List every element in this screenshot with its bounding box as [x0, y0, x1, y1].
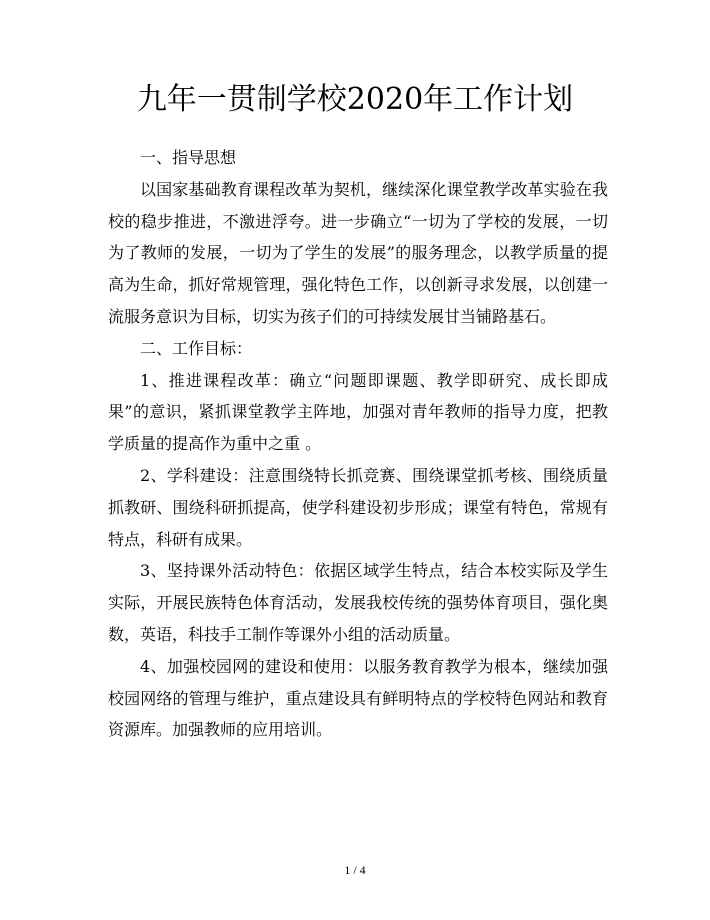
document-body [108, 142, 608, 746]
page-number: 1 / 4 [344, 863, 366, 877]
paragraph-goal-subject-construction: 2、学科建设：注意围绕特长抓竞赛、围绕课堂抓考核、围绕质量抓教研、围绕科研抓提高，使学科建设初步形成；课堂有特色，常规有特点，科研有成果。 [108, 465, 608, 549]
paragraph-goal-campus-network: 4、加强校园网的建设和使用：以服务教育教学为根本，继续加强校园网络的管理与维护，重点建设具有鲜明特点的学校特色网站和教育资源库。加强教师的应用培训。 [108, 656, 608, 740]
paragraph-guiding-ideology: 以国家基础教育课程改革为契机，继续深化课堂教学改革实验在我校的稳步推进，不激进浮夸。进一步确立“一切为了学校的发展，一切为了教师的发展，一切为了学生的发展”的服务理念，以教学质量的提高为生命，抓好常规管理，强化特色工作，以创新寻求发展，以创建一流服务意识为目标，切实为孩子们的可持续发展甘当铺路基石。 [108, 179, 608, 326]
paragraph-goal-curriculum-reform: 1、推进课程改革：确立“问题即课题、教学即研究、成长即成果”的意识，紧抓课堂教学主阵地，加强对青年教师的指导力度，把教学质量的提高作为重中之重 。 [108, 370, 608, 454]
page-title: 九年一贯制学校2020年工作计划 [136, 82, 574, 117]
paragraph-goal-extracurricular-activities: 3、坚持课外活动特色：依据区域学生特点，结合本校实际及学生实际，开展民族特色体育活动，发展我校传统的强势体育项目，强化奥数，英语，科技手工制作等课外小组的活动质量。 [108, 561, 608, 644]
section-heading-guiding-ideology: 一、指导思想 [140, 148, 237, 167]
section-heading-work-goals: 二、工作目标： [140, 338, 253, 358]
